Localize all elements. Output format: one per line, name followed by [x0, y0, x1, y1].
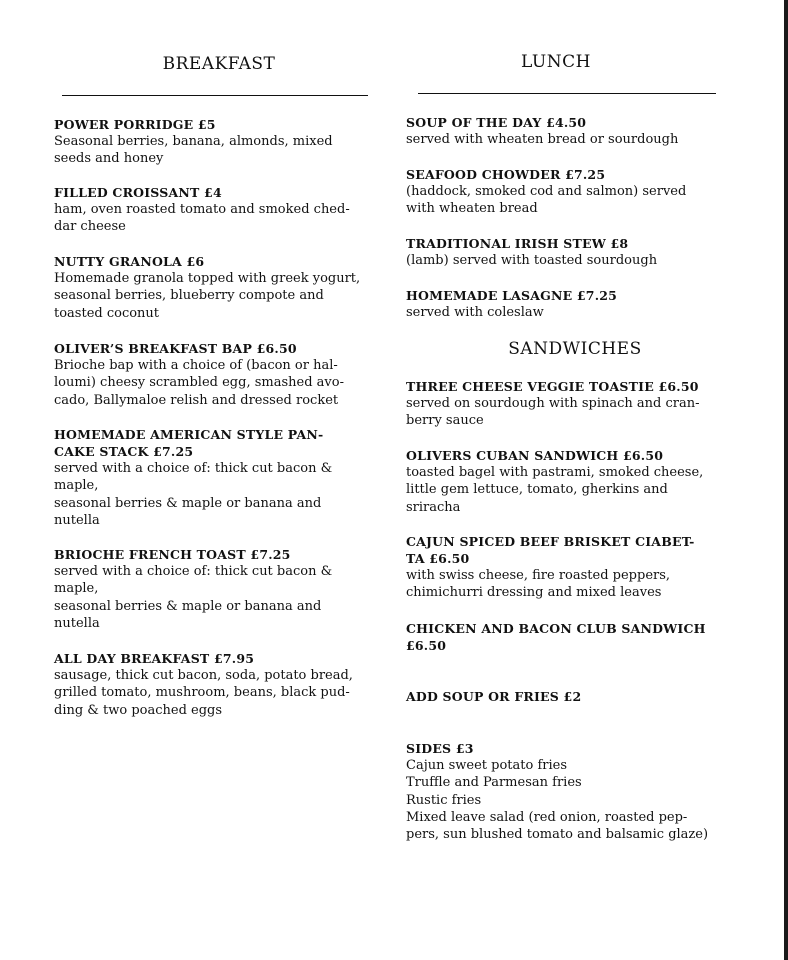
item-title: CAJUN SPICED BEEF BRISKET CIABET- TA £6.50 — [406, 534, 695, 566]
breakfast-divider — [62, 95, 368, 96]
item-description: served with wheaten bread or sourdough — [406, 132, 679, 147]
item-title: FILLED CROISSANT £4 — [54, 185, 222, 200]
item-description: (lamb) served with toasted sourdough — [406, 253, 658, 268]
item-description: ham, oven roasted tomato and smoked ched- dar cheese — [54, 202, 350, 235]
item-title: OLIVER’S BREAKFAST BAP £6.50 — [54, 341, 297, 356]
menu-item — [54, 426, 384, 529]
menu-item — [406, 235, 736, 269]
menu-item — [406, 620, 736, 654]
item-title: THREE CHEESE VEGGIE TOASTIE £6.50 — [406, 379, 699, 394]
sides-item: Truffle and Parmesan fries — [406, 775, 582, 791]
page-edge — [784, 0, 788, 960]
item-description: (haddock, smoked cod and salmon) served with wheaten bread — [406, 184, 687, 217]
menu-item — [54, 184, 384, 236]
menu-item — [406, 287, 736, 321]
menu-item — [54, 650, 384, 719]
sides-item: Cajun sweet potato fries — [406, 758, 568, 773]
lunch-divider — [418, 93, 716, 94]
item-title: HOMEMADE LASAGNE £7.25 — [406, 288, 618, 303]
menu-item — [406, 378, 736, 430]
item-title: SOUP OF THE DAY £4.50 — [406, 115, 587, 130]
item-title: SEAFOOD CHOWDER £7.25 — [406, 167, 606, 182]
item-description: served with a choice of: thick cut bacon & maple, seasonal berries & maple or banana and nutella — [54, 564, 333, 631]
item-description: Brioche bap with a choice of (bacon or hal- loumi) cheesy scrambled egg, smashed avo- cado, Ballymaloe relish and dressed rocket — [54, 358, 344, 408]
item-title: OLIVERS CUBAN SANDWICH £6.50 — [406, 448, 664, 463]
addon-title: ADD SOUP OR FRIES £2 — [406, 689, 582, 704]
item-description: served on sourdough with spinach and cran- berry sauce — [406, 396, 700, 429]
item-description: Seasonal berries, banana, almonds, mixed seeds and honey — [54, 134, 333, 167]
item-title: HOMEMADE AMERICAN STYLE PAN- CAKE STACK £7.25 — [54, 427, 324, 459]
lunch-heading: LUNCH — [521, 52, 591, 72]
menu-item — [54, 546, 384, 632]
item-description: served with a choice of: thick cut bacon & maple, seasonal berries & maple or banana and nutella — [54, 461, 333, 528]
sides-block — [406, 740, 746, 843]
sides-item: Mixed leave salad (red onion, roasted pep- pers, sun blushed tomato and balsamic glaze) — [406, 809, 709, 843]
item-title: TRADITIONAL IRISH STEW £8 — [406, 236, 629, 251]
menu-item — [406, 166, 736, 218]
menu-item — [406, 533, 736, 602]
menu-item — [54, 253, 384, 322]
item-title: ALL DAY BREAKFAST £7.95 — [54, 651, 255, 666]
item-description: sausage, thick cut bacon, soda, potato bread, grilled tomato, mushroom, beans, black pud- ding & two poached eggs — [54, 668, 353, 718]
sandwiches-heading: SANDWICHES — [508, 339, 642, 359]
sides-title: SIDES £3 — [406, 741, 474, 756]
menu-item — [406, 114, 736, 148]
item-description: Homemade granola topped with greek yogurt, seasonal berries, blueberry compote and toasted coconut — [54, 271, 361, 321]
item-title: CHICKEN AND BACON CLUB SANDWICH £6.50 — [406, 621, 706, 653]
sides-item: Rustic fries — [406, 792, 482, 808]
item-title: BRIOCHE FRENCH TOAST £7.25 — [54, 547, 291, 562]
item-description: toasted bagel with pastrami, smoked cheese, little gem lettuce, tomato, gherkins and sriracha — [406, 465, 704, 515]
item-title: POWER PORRIDGE £5 — [54, 117, 216, 132]
menu-item — [54, 116, 384, 168]
breakfast-heading: BREAKFAST — [162, 54, 276, 74]
menu-item — [406, 447, 736, 516]
addon-line — [406, 688, 736, 705]
menu-item — [54, 340, 384, 409]
item-description: with swiss cheese, fire roasted peppers, chimichurri dressing and mixed leaves — [406, 568, 671, 601]
item-description: served with coleslaw — [406, 305, 544, 320]
item-title: NUTTY GRANOLA £6 — [54, 254, 205, 269]
